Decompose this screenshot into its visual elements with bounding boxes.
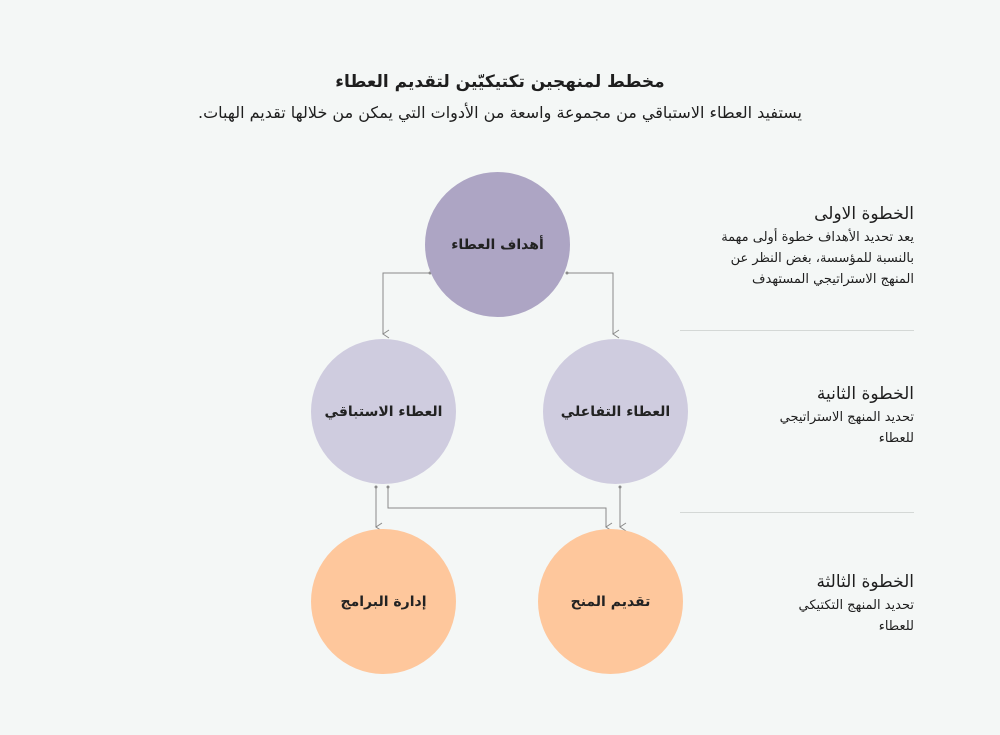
arrow-goals-to-interactive: [567, 273, 613, 334]
step-1-line: بالنسبة للمؤسسة، بغض النظر عن: [730, 251, 914, 266]
node-programs-label: إدارة البرامج: [340, 593, 427, 610]
node-grants-label: تقديم المنح: [570, 593, 651, 610]
node-goals: [425, 172, 570, 317]
step-1-description: [674, 227, 914, 290]
step-1: [674, 203, 914, 290]
step-3-title: الخطوة الثالثة: [816, 572, 914, 592]
node-interactive-giving: [543, 339, 688, 484]
step-3-line: للعطاء: [878, 619, 914, 634]
node-grant-making: [538, 529, 683, 674]
node-goals-label: أهداف العطاء: [451, 236, 544, 253]
step-2-title: الخطوة الثانية: [816, 384, 914, 404]
step-1-line: المنهج الاستراتيجي المستهدف: [752, 272, 914, 287]
diagram-title: مخطط لمنهجين تكتيكيّين لتقديم العطاء: [335, 72, 665, 92]
step-divider: [680, 330, 914, 331]
step-3-description: [674, 595, 914, 637]
node-proactive-label: العطاء الاستباقي: [324, 403, 443, 420]
step-3-line: تحديد المنهج التكتيكي: [798, 598, 914, 613]
node-proactive-giving: [311, 339, 456, 484]
step-3: [674, 571, 914, 637]
step-1-line: يعد تحديد الأهداف خطوة أولى مهمة: [721, 230, 914, 245]
step-2-line: للعطاء: [878, 431, 914, 446]
node-interactive-label: العطاء التفاعلي: [560, 403, 671, 420]
diagram-subtitle: يستفيد العطاء الاستباقي من مجموعة واسعة من الأدوات التي يمكن من خلالها تقديم الهبات.: [198, 103, 802, 122]
step-divider: [680, 512, 914, 513]
step-1-title: الخطوة الاولى: [814, 204, 914, 224]
step-2-description: [674, 407, 914, 449]
step-2: [674, 383, 914, 449]
arrow-goals-to-proactive: [383, 273, 430, 334]
step-2-line: تحديد المنهج الاستراتيجي: [779, 410, 914, 425]
arrow-proactive-to-grants: [388, 487, 606, 527]
node-program-management: [311, 529, 456, 674]
